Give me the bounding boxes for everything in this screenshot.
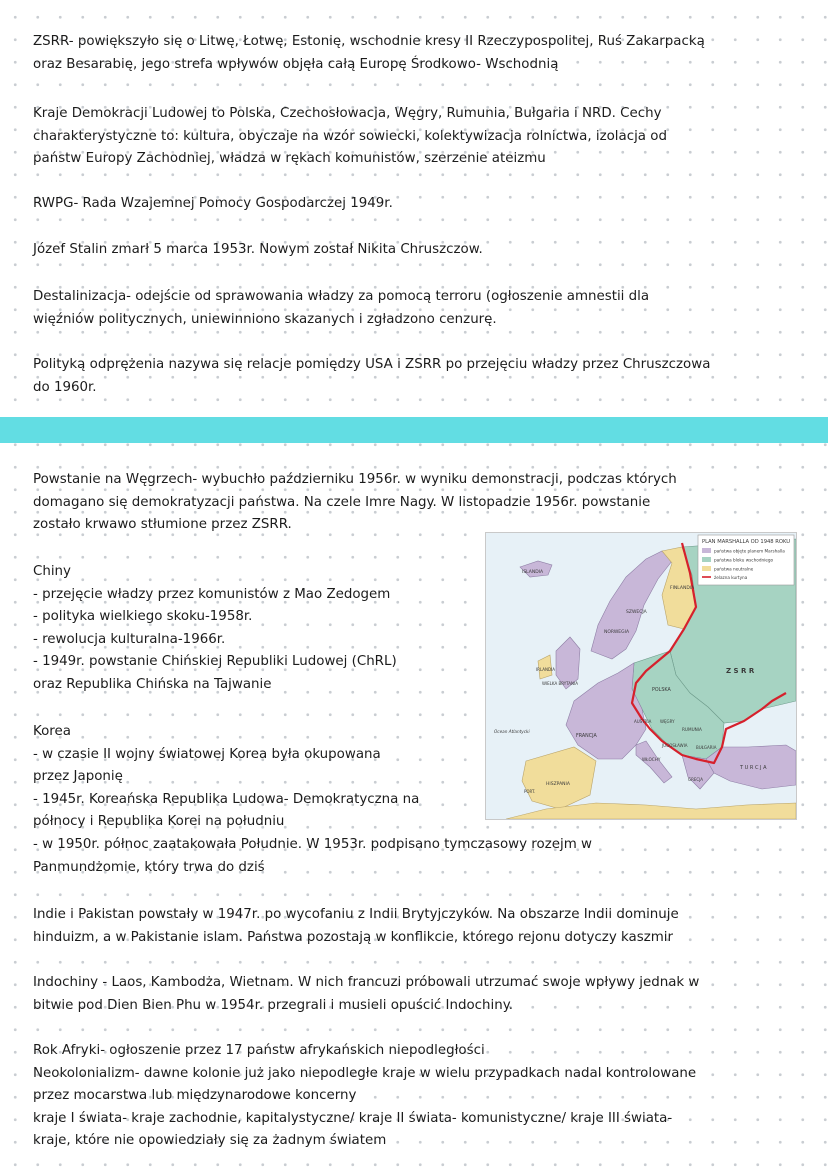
text-line: Powstanie na Węgrzech- wybuchło październiku 1956r. w wyniku demonstracji, podczas których bbox=[33, 472, 677, 487]
top-paragraph-stalin bbox=[33, 239, 801, 262]
text-line: Korea bbox=[33, 724, 71, 739]
label-bulgaria: BUŁGARIA bbox=[696, 745, 717, 750]
top-paragraph-rwpg bbox=[33, 193, 801, 216]
text-line: charakterystyczne to: kultura, obyczaje na wzór sowiecki, kolektywizacja rolnictwa, izolacja od bbox=[33, 128, 667, 144]
text-line: RWPG- Rada Wzajemnej Pomocy Gospodarczej 1949r. bbox=[33, 196, 393, 211]
marshall-plan-map bbox=[485, 532, 797, 820]
text-line: Rok Afryki- ogłoszenie przez 17 państw afrykańskich niepodległości bbox=[33, 1043, 485, 1058]
label-greece: GRECJA bbox=[688, 777, 704, 782]
legend-label: państwa neutralne bbox=[714, 566, 754, 572]
text-line: - w czasie II wojny światowej Korea była okupowana bbox=[33, 746, 381, 762]
text-line: ZSRR- powiększyło się o Litwę, Łotwę, Estonię, wschodnie kresy II Rzeczypospolitej, Ruś Zakarpacką bbox=[33, 34, 705, 49]
text-line: - przejęcie władzy przez komunistów z Mao Zedogem bbox=[33, 586, 391, 602]
label-turkey: T U R C J A bbox=[740, 765, 767, 771]
legend-label: państwa objęte planem Marshalla bbox=[714, 548, 785, 554]
legend-swatch-eastern bbox=[702, 557, 711, 562]
label-italy: WŁOCHY bbox=[642, 757, 661, 762]
label-poland: POLSKA bbox=[652, 688, 671, 693]
text-line: Neokolonializm- dawne kolonie już jako niepodległe kraje w wielu przypadkach nadal kontrolowane bbox=[33, 1065, 697, 1081]
text-line: bitwie pod Dien Bien Phu w 1954r. przegrali i musieli opuścić Indochiny. bbox=[33, 997, 514, 1013]
top-paragraph-ussr bbox=[33, 31, 801, 76]
legend-swatch-marshall bbox=[702, 548, 711, 553]
text-line: - 1945r. Koreańska Republika Ludowa- Demokratyczna na bbox=[33, 791, 420, 807]
text-line: - 1949r. powstanie Chińskiej Republiki Ludowej (ChRL) bbox=[33, 654, 397, 669]
text-line: do 1960r. bbox=[33, 379, 97, 395]
label-norway: NORWEGIA bbox=[604, 630, 630, 635]
paragraph-indochina bbox=[33, 972, 801, 1017]
label-ussr: Z S R R bbox=[726, 667, 755, 675]
text-line: - polityka wielkiego skoku-1958r. bbox=[33, 609, 253, 624]
label-portugal: PORT. bbox=[524, 789, 536, 794]
text-line: hinduizm, a w Pakistanie islam. Państwa pozostają w konflikcie, którego rejonu dotyczy kaszmir bbox=[33, 929, 673, 945]
text-line: Józef Stalin zmarł 5 marca 1953r. Nowym został Nikita Chruszczow. bbox=[33, 242, 483, 257]
label-ocean: Ocean Atlantycki bbox=[494, 729, 530, 734]
text-line: oraz Besarabię, jego strefa wpływów objęła całą Europę Środkowo- Wschodnią bbox=[33, 56, 559, 72]
paragraph-china bbox=[33, 561, 473, 696]
top-paragraph-detente bbox=[33, 354, 801, 399]
label-uk: WIELKA BRYTANIA bbox=[542, 681, 578, 686]
label-france: FRANCJA bbox=[576, 734, 597, 739]
text-line: zostało krwawo stłumione przez ZSRR. bbox=[33, 517, 292, 532]
text-line: - rewolucja kulturalna-1966r. bbox=[33, 631, 226, 647]
text-line: więźniów politycznych, uniewinniono skazanych i zgładzono cenzurę. bbox=[33, 311, 497, 327]
text-line: kraje, które nie opowiedziały się za żadnym światem bbox=[33, 1133, 387, 1148]
label-spain: HISZPANIA bbox=[546, 782, 570, 787]
label-romania: RUMUNIA bbox=[682, 727, 702, 732]
text-line: przez mocarstwa lub międzynarodowe koncerny bbox=[33, 1088, 357, 1103]
label-hungary: WĘGRY bbox=[660, 719, 675, 724]
paragraph-india-pakistan bbox=[33, 904, 801, 949]
legend-title: PLAN MARSHALLA OD 1948 ROKU bbox=[702, 539, 791, 545]
label-ireland: IRLANDIA bbox=[536, 667, 556, 672]
paragraph-korea-continued bbox=[33, 834, 801, 879]
paragraph-korea bbox=[33, 721, 473, 834]
text-line: Panmundżomie, który trwa do dziś bbox=[33, 859, 265, 875]
text-line: Destalinizacja- odejście od sprawowania władzy za pomocą terroru (ogłoszenie amnestii dla bbox=[33, 289, 650, 304]
text-line: domagano się demokratyzacji państwa. Na czele Imre Nagy. W listopadzie 1956r. powstanie bbox=[33, 494, 651, 510]
section-divider-band bbox=[0, 417, 828, 443]
legend-swatch-neutral bbox=[702, 566, 711, 571]
text-line: - w 1950r. północ zaatakowała Południe. W 1953r. podpisano tymczasowy rozejm w bbox=[33, 837, 592, 852]
top-paragraph-destalinization bbox=[33, 286, 801, 331]
text-line: kraje I świata- kraje zachodnie, kapitalystyczne/ kraje II świata- komunistyczne/ kraje III świata- bbox=[33, 1110, 673, 1126]
text-line: oraz Republika Chińska na Tajwanie bbox=[33, 676, 272, 692]
legend-label: żelazna kurtyna bbox=[714, 575, 748, 580]
label-finland: FINLANDIA bbox=[670, 586, 695, 591]
text-line: Chiny bbox=[33, 564, 71, 579]
text-line: państw Europy Zachodniej, władza w rękach komunistów, szerzenie ateizmu bbox=[33, 151, 546, 166]
label-yugoslavia: JUGOSŁAWIA bbox=[662, 743, 688, 748]
paragraph-africa-worlds bbox=[33, 1040, 801, 1153]
text-line: Polityką odprężenia nazywa się relacje pomiędzy USA i ZSRR po przejęciu władzy przez Chruszczowa bbox=[33, 357, 711, 372]
text-line: Kraje Demokracji Ludowej to Polska, Czechosłowacja, Węgry, Rumunia, Bułgaria i NRD. Cechy bbox=[33, 106, 662, 121]
paragraph-hungary bbox=[33, 469, 801, 537]
label-sweden: SZWECJA bbox=[626, 610, 647, 615]
text-line: Indie i Pakistan powstały w 1947r. po wycofaniu z Indii Brytyjczyków. Na obszarze Indii dominuje bbox=[33, 907, 679, 922]
label-iceland: ISLANDIA bbox=[522, 570, 544, 575]
text-line: Indochiny - Laos, Kambodża, Wietnam. W nich francuzi próbowali utrzumać swoje wpływy jednak w bbox=[33, 975, 700, 990]
top-paragraph-people-democracy bbox=[33, 103, 801, 171]
label-austria: AUSTRIA bbox=[634, 719, 652, 724]
text-line: północy i Republika Korei na południu bbox=[33, 814, 285, 829]
text-line: przez Japonię bbox=[33, 769, 123, 784]
map-svg bbox=[486, 533, 796, 819]
legend-label: państwa bloku wschodniego bbox=[714, 557, 774, 563]
